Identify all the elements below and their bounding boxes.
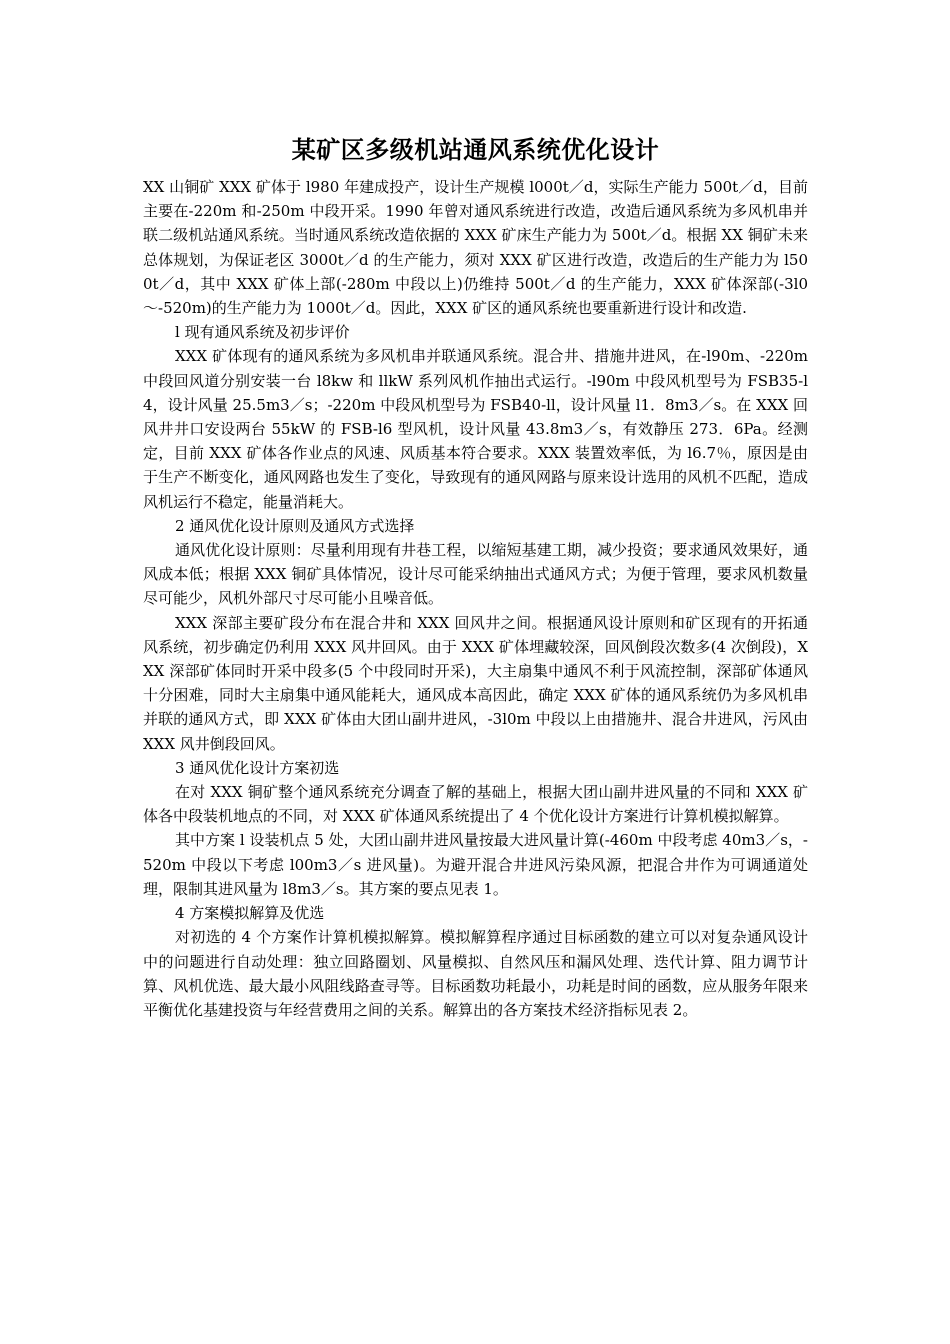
document-page: [143, 128, 808, 1022]
section-1-paragraph-1: XXX 矿体现有的通风系统为多风机串并联通风系统。混合井、措施井进风，在-l90m、-220m 中段回风道分别安装一台 l8kw 和 llkW 系列风机作抽出式运行。-l90m 中段风机型号为 FSB35-l4，设计风量 25.5m3／s；-220m 中段风机型号为 FSB40-ll，设计风量 l1．8m3／s。在 XXX 回风井井口安设两台 55kW 的 FSB-l6 型风机，设计风量 43.8m3／s，有效静压 273．6Pa。经测定，目前 XXX 矿体各作业点的风速、风质基本符合要求。XXX 装置效率低，为 l6.7％，原因是由于生产不断变化，通风网路也发生了变化，导致现有的通风网路与原来设计选用的风机不匹配，造成风机运行不稳定，能量消耗大。: [143, 347, 808, 511]
section-3-paragraph-1: 在对 XXX 铜矿整个通风系统充分调查了解的基础上，根据大团山副井进风量的不同和 XXX 矿体各中段装机地点的不同，对 XXX 矿体通风系统提出了 4 个优化设计方案进行计算机模拟解算。: [143, 783, 808, 826]
section-4-paragraph-1: 对初选的 4 个方案作计算机模拟解算。模拟解算程序通过目标函数的建立可以对复杂通风设计中的问题进行自动处理：独立回路圈划、风量模拟、自然风压和漏风处理、迭代计算、阻力调节计算、风机优选、最大最小风阻线路查寻等。目标函数功耗最小，功耗是时间的函数，应从服务年限来平衡优化基建投资与年经营费用之间的关系。解算出的各方案技术经济指标见表 2。: [143, 928, 808, 1019]
document-title: 某矿区多级机站通风系统优化设计: [291, 136, 660, 164]
section-2-heading: 2 通风优化设计原则及通风方式选择: [175, 516, 415, 535]
section-1-heading: l 现有通风系统及初步评价: [175, 323, 350, 342]
section-2-paragraph-1: 通风优化设计原则：尽量利用现有井巷工程，以缩短基建工期，减少投资；要求通风效果好，通风成本低；根据 XXX 铜矿具体情况，设计尽可能采纳抽出式通风方式；为便于管理，要求风机数量尽可能少，风机外部尺寸尽可能小且噪音低。: [143, 541, 808, 608]
section-4-heading: 4 方案模拟解算及优选: [175, 904, 325, 923]
section-2-paragraph-2: XXX 深部主要矿段分布在混合井和 XXX 回风井之间。根据通风设计原则和矿区现有的开拓通风系统，初步确定仍利用 XXX 风井回风。由于 XXX 矿体埋藏较深，回风倒段次数多(4 次倒段)，XXX 深部矿体同时开采中段多(5 个中段同时开采)，大主扇集中通风不利于风流控制，深部矿体通风十分困难，同时大主扇集中通风能耗大，通风成本高因此，确定 XXX 矿体的通风系统仍为多风机串并联的通风方式，即 XXX 矿体由大团山副井进风，-3l0m 中段以上由措施井、混合井进风，污风由 XXX 风井倒段回风。: [143, 613, 808, 753]
intro-paragraph: XX 山铜矿 XXX 矿体于 l980 年建成投产，设计生产规模 l000t／d，实际生产能力 500t／d，目前主要在-220m 和-250m 中段开采。1990 年曾对通风系统进行改造，改造后通风系统为多风机串并联二级机站通风系统。当时通风系统改造依据的 XXX 矿床生产能力为 500t／d。根据 XX 铜矿未来总体规划，为保证老区 3000t／d 的生产能力，须对 XXX 矿区进行改造，改造后的生产能力为 l500t／d，其中 XXX 矿体上部(-280m 中段以上)仍维持 500t／d 的生产能力，XXX 矿体深部(-3l0～-520m)的生产能力为 1000t／d。因此，XXX 矿区的通风系统也要重新进行设计和改造.: [143, 178, 808, 318]
section-3-heading: 3 通风优化设计方案初选: [175, 758, 340, 777]
section-3-paragraph-2: 其中方案 l 设装机点 5 处，大团山副井进风量按最大进风量计算(-460m 中段考虑 40m3／s，-520m 中段以下考虑 l00m3／s 进风量)。为避开混合井进风污染风源，把混合井作为可调通道处理，限制其进风量为 l8m3／s。其方案的要点见表 1。: [143, 831, 808, 898]
